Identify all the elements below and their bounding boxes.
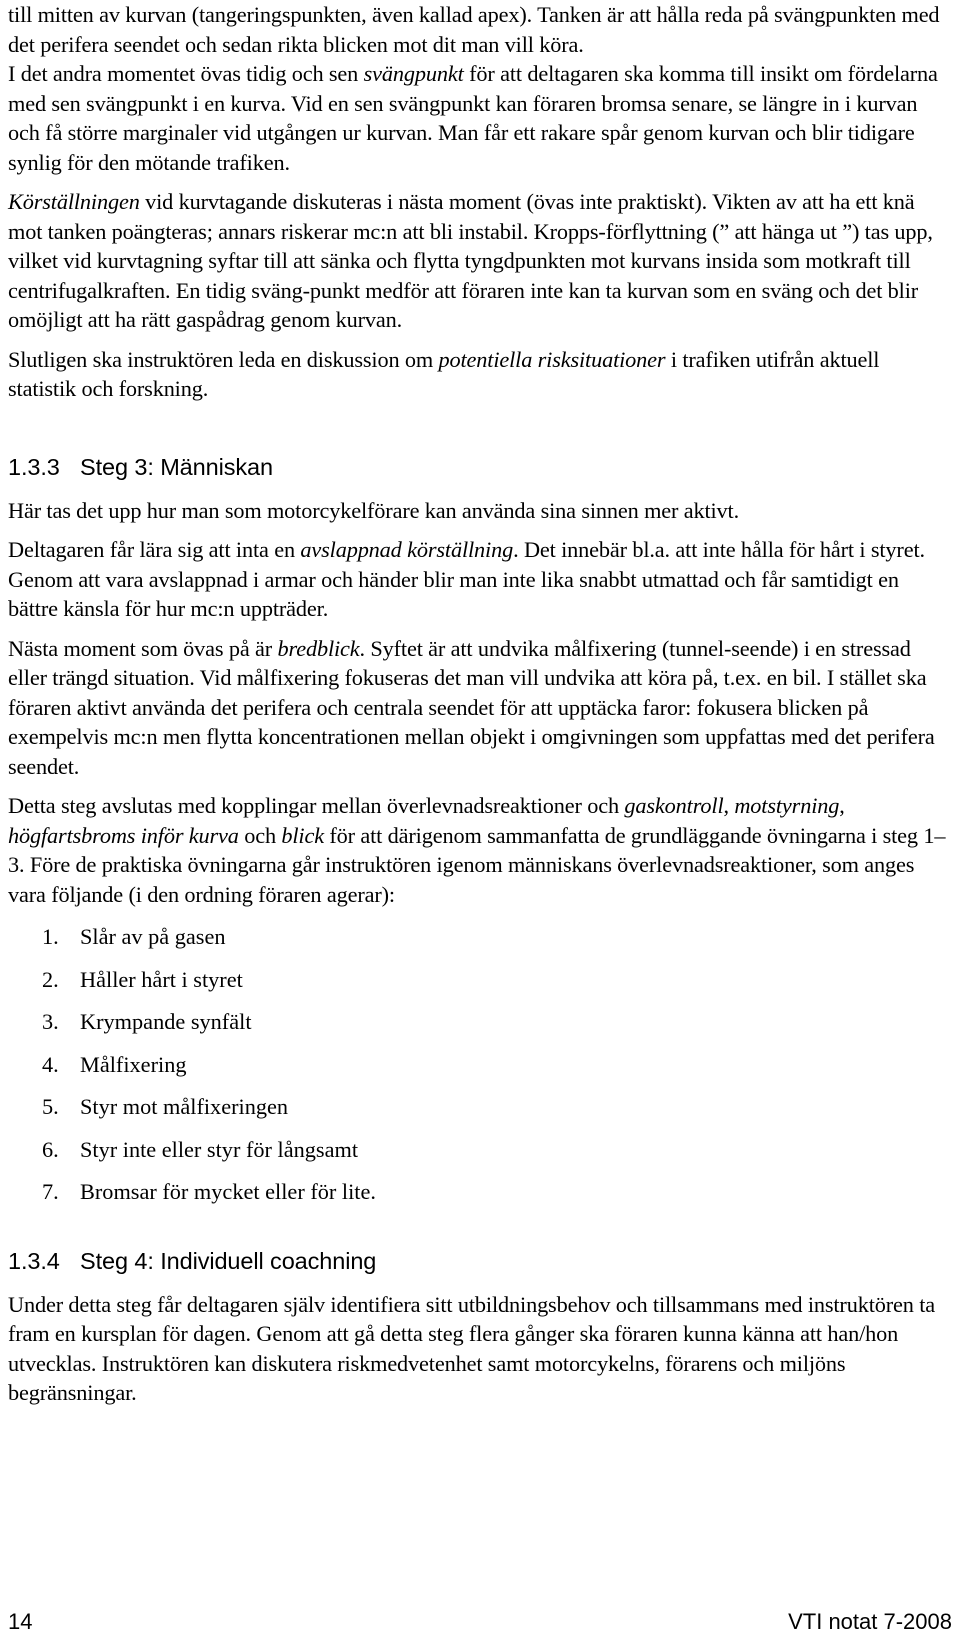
section-title: Steg 3: Människan: [80, 453, 273, 480]
section-title: Steg 4: Individuell coachning: [80, 1247, 377, 1274]
section-number: 1.3.4: [8, 1247, 60, 1274]
heading-section-1-3-3: [8, 452, 952, 482]
emphasis-gaskontroll: gaskontroll: [624, 793, 724, 818]
paragraph-korstallning: Deltagaren får lära sig att inta en avslappnad körställning. Det innebär bl.a. att inte hålla för hårt i styret. Genom att vara avslappnad i armar och händer blir man inte lika snabbt utmattad och får samtidigt en bättre känsla för hur mc:n uppträder.: [8, 537, 925, 621]
emphasis-svangpunkt: svängpunkt: [363, 61, 464, 86]
list-item: 5. Styr mot målfixeringen: [42, 1094, 289, 1119]
paragraph-risksituationer: Slutligen ska instruktören leda en diskussion om potentiella risksituationer i trafiken utifrån aktuell statistik och forskning.: [8, 346, 880, 401]
paragraph-coachning: Under detta steg får deltagaren själv identifiera sitt utbildningsbehov och tillsammans med instruktören ta fram en kursplan för dagen. Genom att gå detta steg flera gånger ska föraren kunna känna att han/hon utvecklas. Instruktören kan diskutera riskmedvetenhet samt motorcykelns, förarens och miljöns begränsningar.: [8, 1291, 935, 1405]
paragraph-sinnen: Här tas det upp hur man som motorcykelförare kan använda sina sinnen mer aktivt.: [8, 497, 740, 523]
emphasis-motstyrning: motstyrning: [734, 793, 840, 818]
document-page: [8, 0, 952, 1408]
paragraph-svangpunkt: I det andra momentet övas tidig och sen svängpunkt för att deltagaren ska komma till insikt om fördelarna med sen svängpunkt i en kurva. Vid en sen svängpunkt kan föraren bromsa senare, se längre in i kurvan och få större marginaler vid utgången ur kurvan. Man får ett rakare spår genom kurvan och blir tidigare synlig för den mötande trafiken.: [8, 61, 938, 175]
list-item: 4. Målfixering: [42, 1051, 187, 1077]
emphasis-bredblick: bredblick: [277, 635, 360, 661]
reactions-list: [8, 922, 952, 1220]
page-number: 14: [8, 1609, 33, 1634]
emphasis-risksituationer: potentiella risksituationer: [438, 346, 666, 372]
emphasis-hogfartsbroms: högfartsbroms inför kurva: [8, 822, 239, 848]
section-number: 1.3.3: [8, 453, 60, 480]
heading-section-1-3-4: [8, 1246, 952, 1276]
paragraph-apex: till mitten av kurvan (tangeringspunkten, även kallad apex). Tanken är att hålla reda på svängpunkten med det perifera seendet och sedan rikta blicken mot dit man vill köra.: [8, 2, 940, 57]
emphasis-avslappnad: avslappnad körställning: [300, 537, 514, 562]
emphasis-blick: blick: [281, 822, 324, 848]
publication-label: VTI notat 7-2008: [788, 1609, 952, 1634]
list-item: 1. Slår av på gasen: [42, 924, 226, 949]
emphasis-korstallningen: Körställningen: [8, 189, 140, 214]
list-item: 7. Bromsar för mycket eller för lite.: [42, 1179, 376, 1204]
paragraph-korstallningen: Körställningen vid kurvtagande diskuteras i nästa moment (övas inte praktiskt). Vikten av att ha ett knä mot tanken poängteras; annars riskerar mc:n att bli instabil. Kropps-förflyttning (” att hänga ut ”) tas upp, vilket vid kurvtagning syftar till att sänka och flytta tyngdpunkten mot kurvans insida som motkraft till centrifugalkraften. En tidig sväng-punkt medför att föraren inte kan ta kurvan som en sväng och det blir omöjligt att ha rätt gaspådrag genom kurvan.: [8, 189, 933, 332]
paragraph-overlevnadsreaktioner: Detta steg avslutas med kopplingar mellan överlevnadsreaktioner och gaskontroll, motstyrning, högfartsbroms inför kurva och blick för att därigenom sammanfatta de grundläggande övningarna i steg 1–3. Före de praktiska övningarna går instruktören igenom människans överlevnadsreaktioner, som anges vara följande (i den ordning föraren agerar):: [8, 793, 946, 907]
list-item: 2. Håller hårt i styret: [42, 966, 243, 992]
list-item: 3. Krympande synfält: [42, 1009, 252, 1034]
paragraph-bredblick: Nästa moment som övas på är bredblick. Syftet är att undvika målfixering (tunnel-seende) i en stressad eller trängd situation. Vid målfixering fokuseras det man vill undvika att köra på, t.ex. en bil. I stället ska föraren aktivt använda det perifera och centrala seendet för att upptäcka faror: fokusera blicken på exempelvis mc:n men flytta koncentrationen mellan objekt i omgivningen som uppfattas med det perifera seendet.: [8, 635, 935, 779]
list-item: 6. Styr inte eller styr för långsamt: [42, 1136, 359, 1162]
